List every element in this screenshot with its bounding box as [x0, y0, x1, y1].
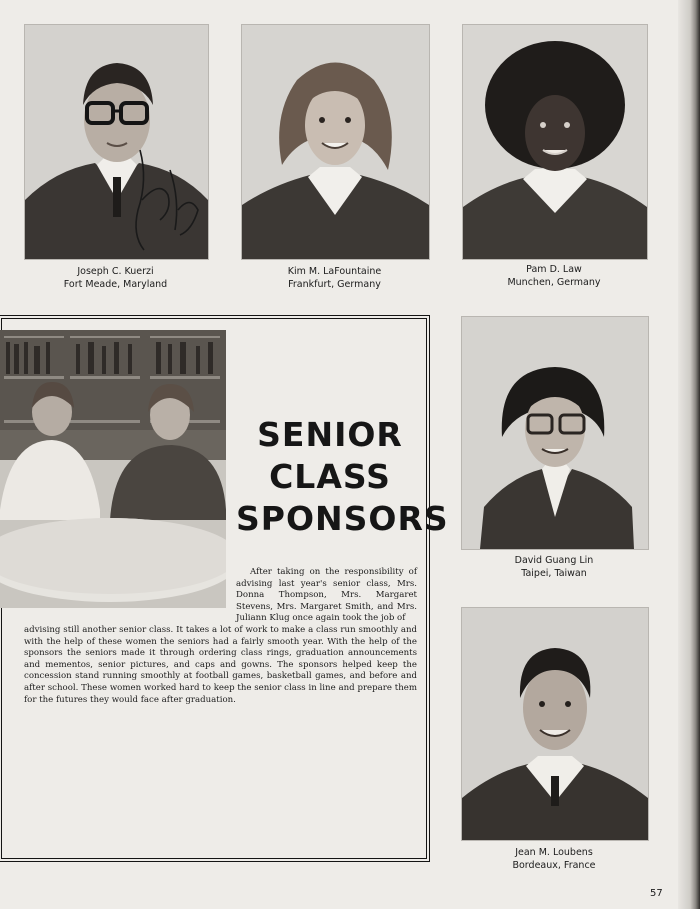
student-hometown: Bordeaux, France — [512, 860, 596, 871]
portrait-caption-loubens — [461, 846, 647, 872]
title-line: SENIOR — [257, 415, 403, 454]
portrait-photo-loubens — [461, 607, 649, 841]
portrait-caption-lin — [461, 554, 647, 580]
portrait-caption-kuerzi — [24, 265, 207, 291]
portrait-photo-lin — [461, 316, 649, 550]
title-line: CLASS — [269, 457, 391, 496]
signature-drawing — [120, 140, 210, 260]
student-hometown: Frankfurt, Germany — [288, 279, 381, 290]
student-hometown: Taipei, Taiwan — [521, 568, 587, 579]
portrait-caption-law — [462, 263, 646, 289]
title-line: SPONSORS — [236, 499, 449, 538]
student-name: Pam D. Law — [526, 264, 582, 275]
feature-body-intro: After taking on the responsibility of advising last year's senior class, Mrs. Donna Thompson, Mrs. Margaret Stevens, Mrs. Margaret Smith, and Mrs. Juliann Klug once again took the job of — [236, 567, 417, 624]
portrait-photo-law — [462, 24, 648, 260]
student-hometown: Munchen, Germany — [507, 277, 601, 288]
sponsors-group-photo — [0, 330, 226, 608]
portrait-photo-lafountaine — [241, 24, 430, 260]
feature-body-continued: advising still another senior class. It takes a lot of work to make a class run smoothly and with the help of these women the seniors had a fairly smooth year. With the help of the sponsors the seniors made it through ordering class rings, graduation announcements and mementos, senior pictures, and caps and gowns. The sponsors helped keep the concession stand running smoothly at football games, basketball games, and before and after school. These women worked hard to keep the senior class in line and prepare them for the futures they would face after graduation. — [24, 625, 417, 705]
book-spine-shadow — [678, 0, 700, 909]
student-hometown: Fort Meade, Maryland — [63, 279, 168, 290]
page-number: 57 — [650, 888, 663, 899]
student-name: David Guang Lin — [514, 555, 594, 566]
student-name: Joseph C. Kuerzi — [77, 266, 154, 277]
feature-title — [236, 414, 449, 540]
student-name: Kim M. LaFountaine — [287, 266, 382, 277]
student-name: Jean M. Loubens — [515, 847, 593, 858]
portrait-caption-lafountaine — [241, 265, 428, 291]
